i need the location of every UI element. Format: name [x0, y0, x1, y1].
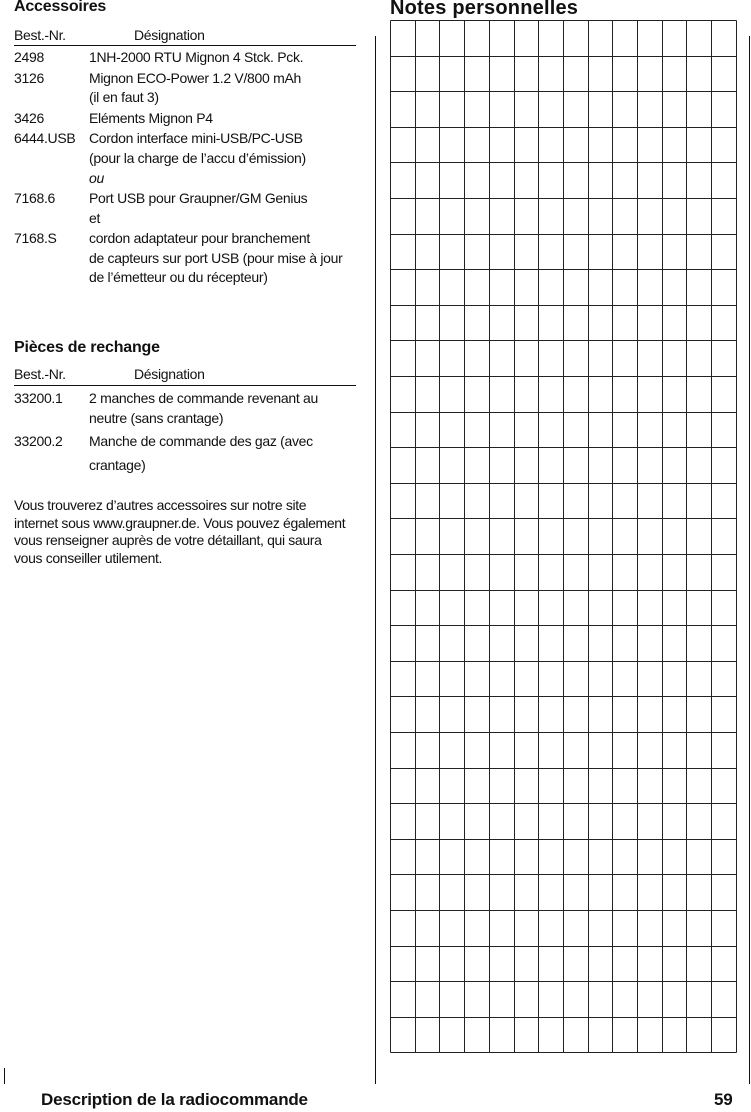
right-margin-line	[749, 36, 750, 1070]
spare-part-designation: neutre (sans crantage)	[89, 410, 224, 426]
info-line: internet sous www.graupner.de. Vous pouvez également	[14, 514, 346, 531]
accessories-heading: Accessoires	[14, 0, 107, 15]
spare-part-designation: Manche de commande des gaz (avec	[89, 433, 313, 449]
spare-part-number: 33200.1	[14, 390, 63, 406]
page-number: 59	[714, 1090, 733, 1109]
accessory-number: 7168.S	[14, 230, 57, 246]
accessories-col-number: Best.-Nr.	[14, 27, 66, 43]
column-divider	[375, 36, 376, 1070]
info-line: vous renseigner auprès de votre détaillant, qui saura	[14, 532, 322, 548]
footer-title: Description de la radiocommande	[41, 1090, 308, 1109]
footer-center-tick	[375, 1068, 376, 1084]
info-line: vous conseiller utilement.	[14, 549, 163, 566]
accessory-conjunction: et	[89, 210, 101, 226]
accessory-designation: Cordon interface mini-USB/PC-USB	[89, 130, 303, 146]
accessory-designation: (pour la charge de l’accu d’émission)	[89, 150, 306, 166]
notes-grid[interactable]	[390, 20, 739, 1055]
accessory-number: 2498	[14, 49, 44, 65]
notes-heading: Notes personnelles	[390, 0, 579, 19]
accessories-header-rule	[14, 45, 356, 46]
accessory-designation: de l’émetteur ou du récepteur)	[89, 269, 268, 285]
spare-part-designation: 2 manches de commande revenant au	[89, 390, 319, 406]
spare-part-number: 33200.2	[14, 433, 63, 449]
spare-parts-heading: Pièces de rechange	[14, 339, 160, 356]
accessories-col-designation: Désignation	[134, 27, 205, 43]
spare-part-designation: crantage)	[89, 457, 146, 473]
accessory-designation: cordon adaptateur pour branchement	[89, 230, 310, 246]
info-line: Vous trouverez d’autres accessoires sur notre site	[14, 497, 307, 513]
accessory-designation: (il en faut 3)	[89, 89, 159, 105]
accessory-alternative: ou	[89, 170, 104, 186]
accessory-designation: Eléments Mignon P4	[89, 110, 213, 126]
accessory-number: 7168.6	[14, 190, 56, 206]
accessory-designation: Mignon ECO-Power 1.2 V/800 mAh	[89, 70, 301, 86]
accessory-number: 6444.USB	[14, 130, 76, 146]
accessory-designation: 1NH-2000 RTU Mignon 4 Stck. Pck.	[89, 49, 304, 65]
spare-parts-header-rule	[14, 385, 356, 386]
accessory-designation: Port USB pour Graupner/GM Genius	[89, 190, 308, 206]
info-paragraph	[14, 497, 374, 567]
footer-right-tick	[749, 1068, 750, 1084]
spare-parts-col-designation: Désignation	[134, 366, 205, 382]
accessory-number: 3126	[14, 70, 44, 86]
accessory-number: 3426	[14, 110, 44, 126]
accessory-designation: de capteurs sur port USB (pour mise à jour	[89, 250, 343, 266]
footer-left-tick	[4, 1068, 5, 1084]
spare-parts-col-number: Best.-Nr.	[14, 366, 66, 382]
